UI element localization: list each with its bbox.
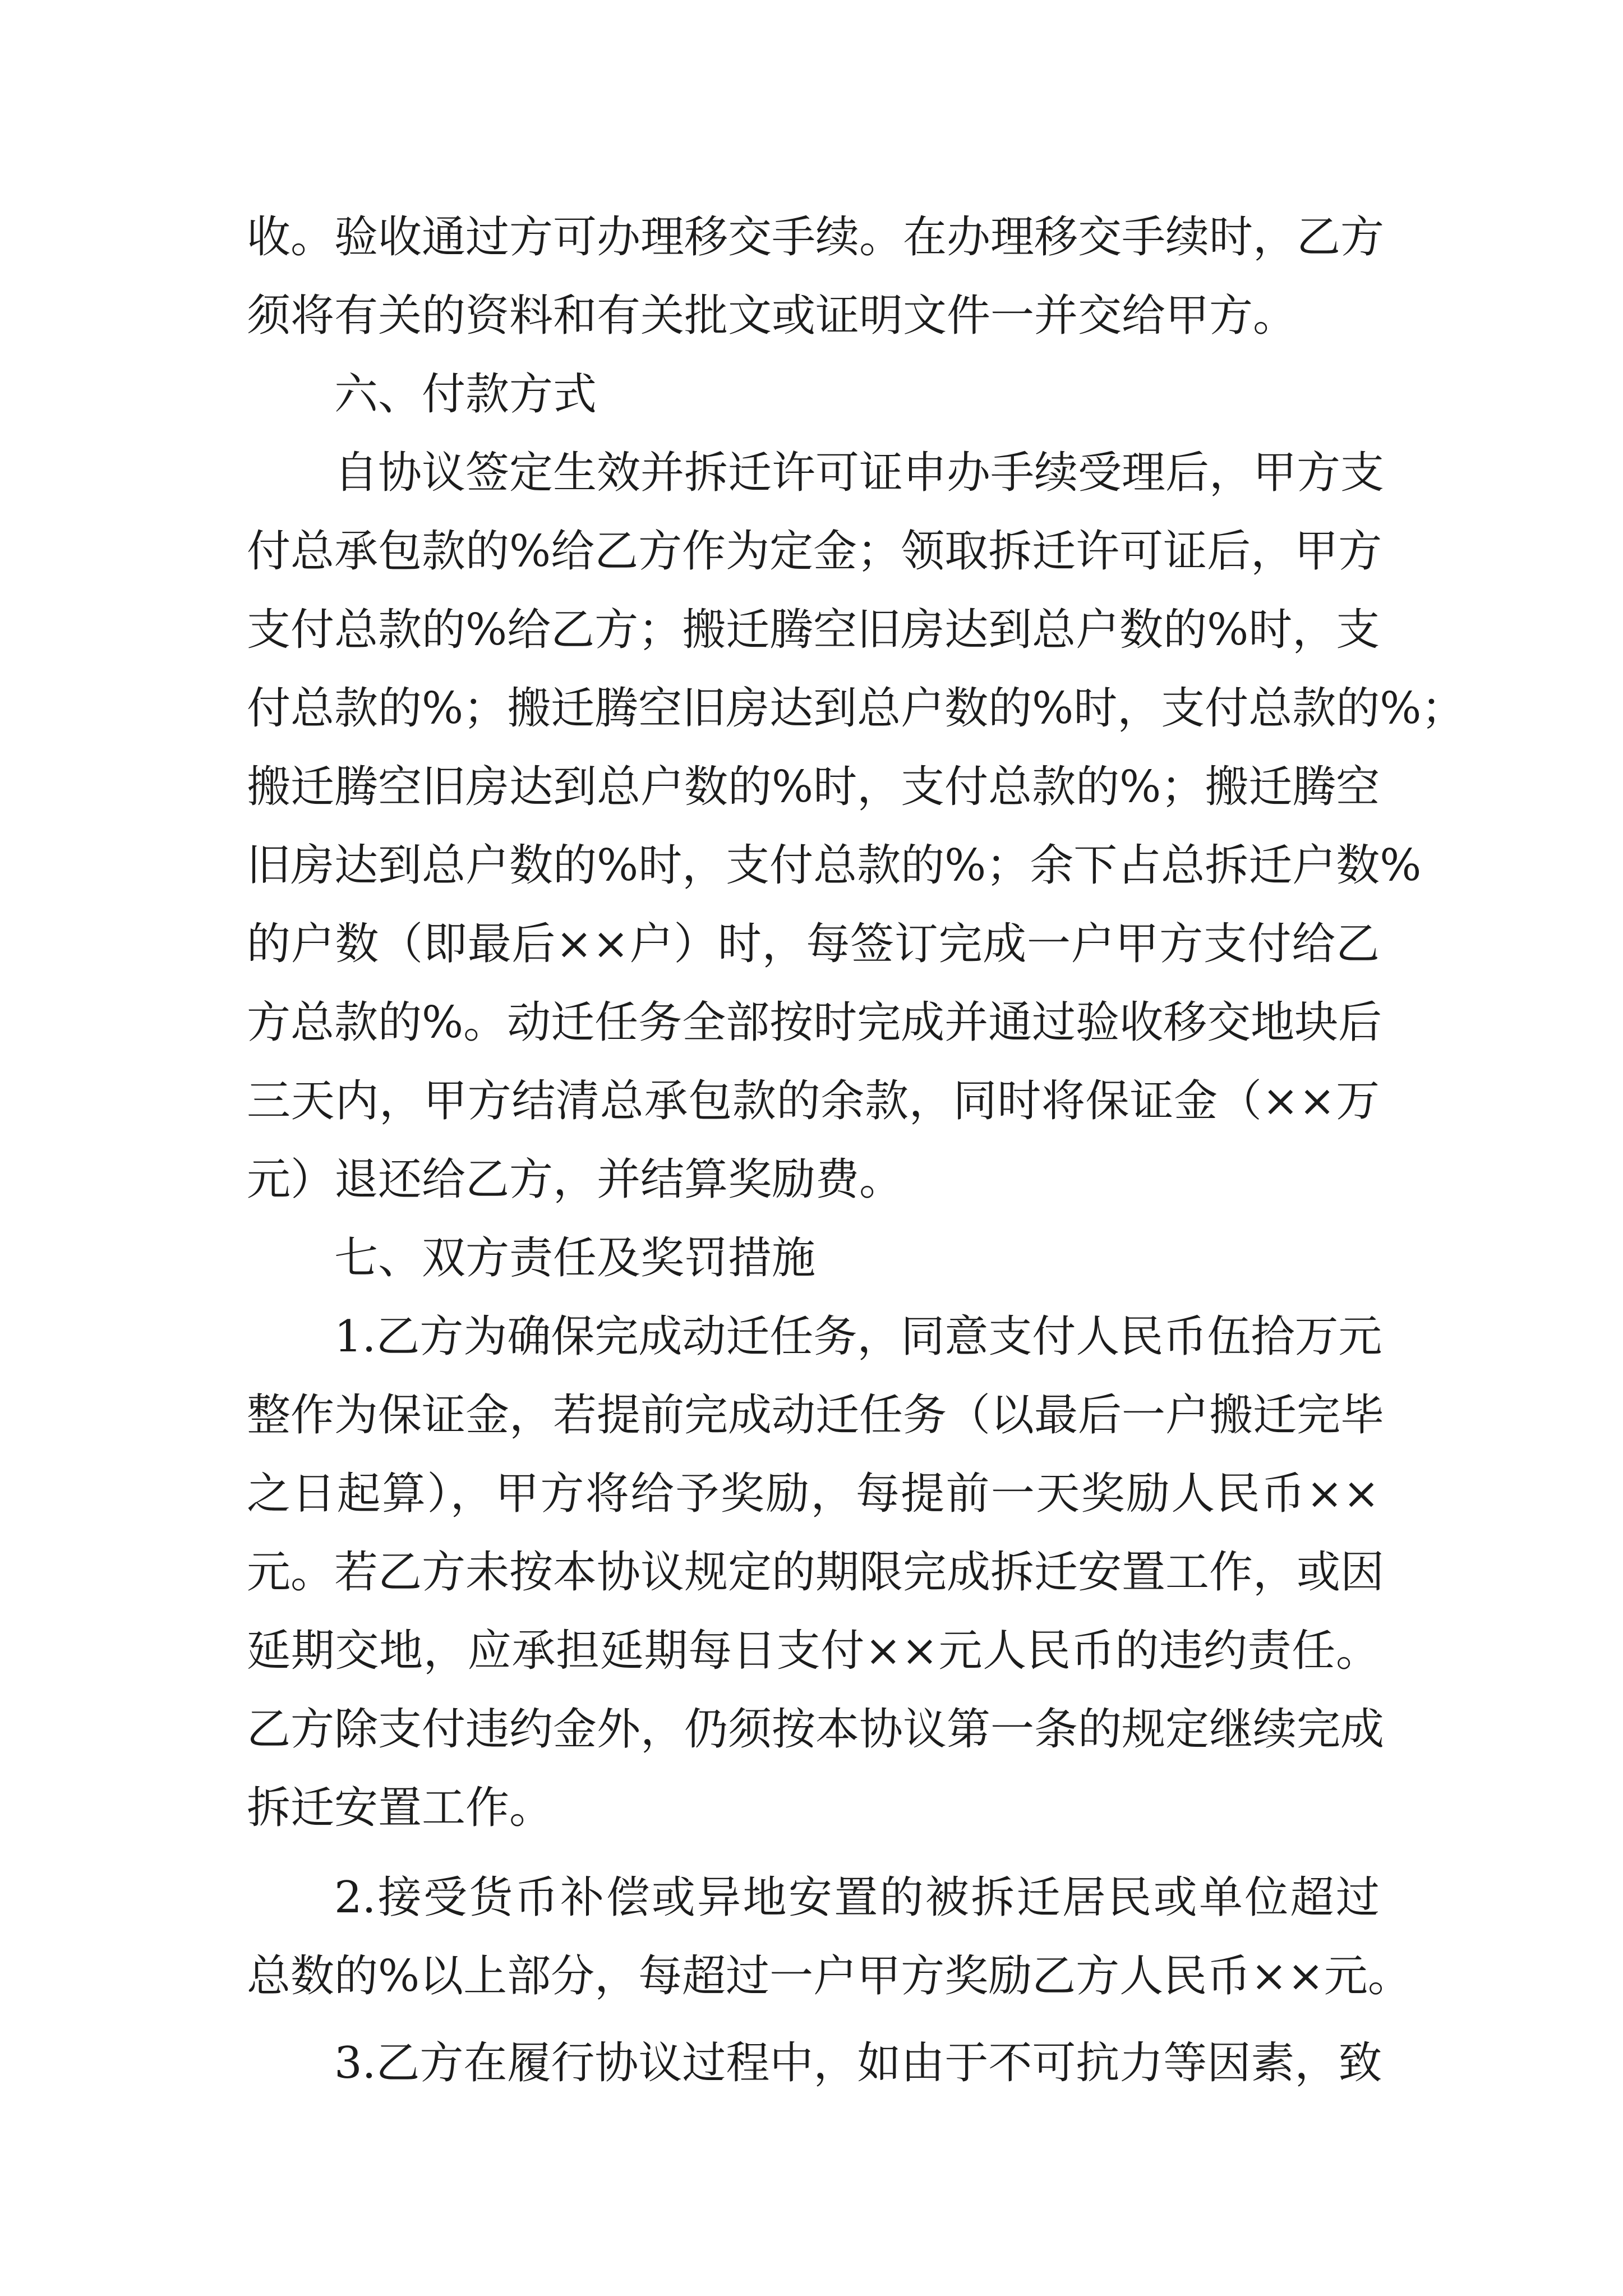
text-line: 旧房达到总户数的%时，支付总款的%；余下占总拆迁户数% xyxy=(247,840,1422,891)
text-line: 元。若乙方未按本协议规定的期限完成拆迁安置工作，或因 xyxy=(247,1547,1385,1598)
text-line: 2.接受货币补偿或异地安置的被拆迁居民或单位超过 xyxy=(334,1872,1380,1923)
text-line: 收。验收通过方可办理移交手续。在办理移交手续时，乙方 xyxy=(247,212,1385,263)
text-line: 乙方除支付违约金外，仍须按本协议第一条的规定继续完成 xyxy=(247,1704,1385,1755)
text-line: 总数的%以上部分，每超过一户甲方奖励乙方人民币××元。 xyxy=(247,1951,1412,2001)
text-line: 搬迁腾空旧房达到总户数的%时，支付总款的%；搬迁腾空 xyxy=(247,762,1380,812)
text-line: 自协议签定生效并拆迁许可证申办手续受理后，甲方支 xyxy=(334,448,1385,498)
text-line: 延期交地，应承担延期每日支付××元人民币的违约责任。 xyxy=(247,1626,1380,1676)
section-heading: 六、付款方式 xyxy=(334,369,597,420)
text-line: 付总款的%；搬迁腾空旧房达到总户数的%时，支付总款的%； xyxy=(247,683,1465,734)
text-line: 须将有关的资料和有关批文或证明文件一并交给甲方。 xyxy=(247,291,1297,341)
text-line: 支付总款的%给乙方；搬迁腾空旧房达到总户数的%时，支 xyxy=(247,605,1380,655)
text-line: 之日起算），甲方将给予奖励，每提前一天奖励人民币×× xyxy=(247,1469,1380,1519)
text-line: 3.乙方在履行协议过程中，如由于不可抗力等因素，致 xyxy=(334,2038,1382,2088)
text-line: 整作为保证金，若提前完成动迁任务（以最后一户搬迁完毕 xyxy=(247,1390,1385,1441)
text-line: 的户数（即最后××户）时，每签订完成一户甲方支付给乙 xyxy=(247,919,1380,969)
text-line: 方总款的%。动迁任务全部按时完成并通过验收移交地块后 xyxy=(247,997,1382,1048)
text-line: 三天内，甲方结清总承包款的余款，同时将保证金（××万 xyxy=(247,1076,1380,1126)
text-line: 付总承包款的%给乙方作为定金；领取拆迁许可证后，甲方 xyxy=(247,526,1382,577)
text-line: 1.乙方为确保完成动迁任务，同意支付人民币伍拾万元 xyxy=(334,1312,1382,1362)
text-line: 拆迁安置工作。 xyxy=(247,1783,554,1833)
section-heading: 七、双方责任及奖罚措施 xyxy=(334,1233,816,1283)
text-line: 元）退还给乙方，并结算奖励费。 xyxy=(247,1154,903,1205)
